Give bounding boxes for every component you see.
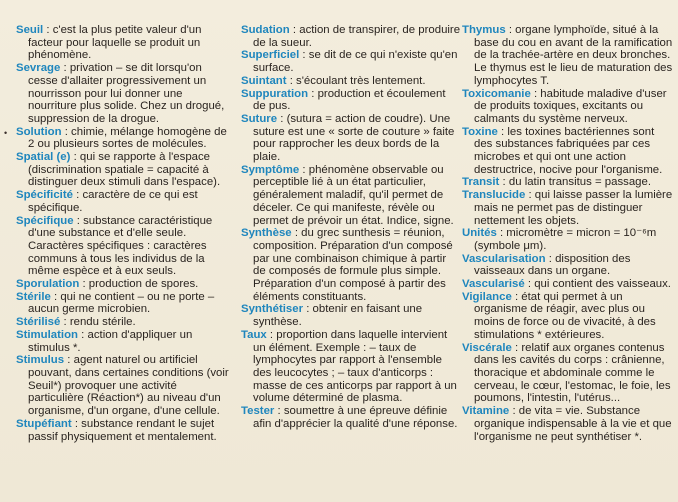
glossary-entry [16,278,232,291]
glossary-definition: : soumettre à une épreuve définie afin d'apprécier la qualité d'une réponse. [253,405,458,430]
glossary-term: Vitamine [462,405,510,418]
glossary-entry [462,227,674,252]
glossary-entry [462,189,674,227]
glossary-term: Sporulation [16,278,80,291]
glossary-term: Vascularisation [462,252,546,265]
glossary-term: Stérilisé [16,316,61,329]
glossary-definition: : c'est la plus petite valeur d'un facteur pour laquelle se produit un phénomène. [28,24,202,62]
glossary-term: Superficiel [241,49,300,62]
glossary-term: Translucide [462,189,526,202]
glossary-definition: : (sutura = action de coudre). Une suture est une « sorte de couture » faite pour rapprocher les deux bords de la plaie. [253,112,455,164]
glossary-entry [462,126,674,177]
glossary-entry [16,215,232,279]
glossary-definition: : proportion dans laquelle intervient un élément. Exemple : – taux de lymphocytes par rapport à l'ensemble des leucocytes ; – taux d'anticorps : masse de ces anticorps par rapport à un volume déterminé de plasma. [253,328,457,405]
glossary-entry [16,126,232,151]
glossary-definition: : disposition des vaisseaux dans un organe. [474,252,631,278]
glossary-term: Stimulus [16,354,65,367]
glossary-term: Viscérale [462,341,512,354]
glossary-entry [462,278,674,291]
glossary-entry [16,24,232,62]
glossary-term: Suppuration [241,87,309,100]
glossary-definition: : substance rendant le sujet passif physiquement et mentalement. [28,417,217,443]
glossary-entry [16,291,232,316]
glossary-column-2 [241,24,461,431]
glossary-term: Toxicomanie [462,87,531,100]
glossary-entry [16,316,232,329]
glossary-definition: : rendu stérile. [60,316,136,329]
glossary-definition: : production de spores. [79,278,199,291]
glossary-term: Synthétiser [241,303,304,316]
glossary-entry [462,291,674,342]
glossary-definition: : privation – se dit lorsqu'on cesse d'allaiter progressivement un nourrisson pour lui donner une nourriture plus solide. Chez un drogué, suppression de la drogue. [28,62,225,125]
glossary-entry [462,176,674,189]
glossary-term: Stimulation [16,328,79,341]
glossary-entry [241,113,461,164]
glossary-term: Transit [462,176,500,189]
glossary-definition: : qui se rapporte à l'espace (discrimination spatiale = capacité à distinguer deux stimuli dans l'espace). [28,151,221,189]
glossary-entry [16,418,232,443]
glossary-definition: : se dit de ce qui n'existe qu'en surface. [253,49,458,75]
glossary-term: Spécificité [16,189,73,202]
glossary-term: Unités [462,227,497,240]
glossary-entry [16,151,232,189]
glossary-entry [462,342,674,406]
glossary-term: Spatial (e) [16,151,71,164]
glossary-entry [16,62,232,126]
glossary-entry [241,405,461,430]
glossary-definition: : du latin transitus = passage. [499,176,652,189]
glossary-term: Sudation [241,24,290,36]
glossary-definition: : action de transpirer, de produire de la sueur. [253,24,461,49]
glossary-entry [462,405,674,443]
glossary-term: Solution [16,125,62,138]
glossary-definition: : caractère de ce qui est spécifique. [28,189,198,214]
glossary-term: Toxine [462,125,498,138]
glossary-definition: : état qui permet à un organisme de réagir, avec plus ou moins de force ou de vivacité, à des stimulations * extérieures. [474,290,656,341]
glossary-definition: : production et écoulement de pus. [253,87,446,113]
glossary-definition: : agent naturel ou artificiel pouvant, dans certaines conditions (voir Seuil*) provoquer une activité particulière (Réaction*) au niveau d'un organisme, d'un organe, d'une cellule. [28,354,229,418]
glossary-entry [462,88,674,126]
glossary-term: Seuil [16,24,44,36]
glossary-definition: : qui laisse passer la lumière mais ne permet pas de distinguer nettement les objets. [474,189,673,227]
glossary-entry [241,227,461,303]
glossary-entry [241,49,461,74]
glossary-term: Taux [241,328,267,341]
glossary-entry [462,253,674,278]
glossary-definition: : phénomène observable ou perceptible lié à un état particulier, généralement maladif, qu'il permet de déceler. Ce qui manifeste, révèle ou permet de prévoir un état. Indice, signe. [253,163,454,227]
glossary-definition: : organe lymphoïde, situé à la base du cou en avant de la ramification de la trachée-artère en deux bronches. Le thymus est le lieu de maturation des lymphocytes T. [474,24,673,87]
glossary-column-3 [462,24,674,443]
glossary-definition: : du grec sunthesis = réunion, composition. Préparation d'un composé par une combinaison chimique à partir de composés de formule plus simple. Préparation d'un composé à partir des éléments constituants. [253,227,453,303]
glossary-entry [241,24,461,49]
glossary-entry [241,75,461,88]
glossary-term: Synthèse [241,227,292,240]
glossary-term: Tester [241,405,275,418]
glossary-definition: : qui contient des vaisseaux. [524,278,671,291]
glossary-definition: : obtenir en faisant une synthèse. [253,303,423,329]
glossary-entry [462,24,674,88]
glossary-entry [16,354,232,418]
glossary-term: Stérile [16,290,51,303]
glossary-definition: : s'écoulant très lentement. [286,74,426,87]
glossary-definition: : action d'appliquer un stimulus *. [28,328,193,354]
glossary-term: Spécifique [16,214,74,227]
glossary-term: Suintant [241,74,287,87]
glossary-term: Symptôme [241,163,300,176]
glossary-entry [241,164,461,228]
glossary-definition: : micromètre = micron = 10⁻⁶m (symbole μm). [474,227,657,252]
margin-marker: • [4,128,8,138]
glossary-definition: : de vita = vie. Substance organique indispensable à la vie et que l'organisme ne peut synthétiser *. [474,405,672,443]
glossary-term: Suture [241,112,278,125]
glossary-term: Thymus [462,24,506,36]
glossary-entry [241,303,461,328]
glossary-entry [16,189,232,214]
glossary-term: Vascularisé [462,278,525,291]
glossary-entry [241,88,461,113]
glossary-definition: : relatif aux organes contenus dans les cavités du corps : crânienne, thoracique et abdominale comme le cerveau, le cœur, l'estomac, le foie, les poumons, l'intestin, l'utérus... [474,341,671,405]
glossary-term: Sevrage [16,62,61,75]
glossary-term: Stupéfiant [16,417,72,430]
glossary-definition: : habitude maladive d'user de produits toxiques, excitants ou calmants du système nerveux. [474,87,667,125]
glossary-entry [241,329,461,405]
glossary-definition: : les toxines bactériennes sont des substances fabriquées par ces microbes et qui ont une action destructrice, nocive pour l'organisme. [474,125,663,176]
glossary-term: Vigilance [462,290,512,303]
glossary-column-1 [16,24,232,443]
glossary-definition: : qui ne contient – ou ne porte – aucun germe microbien. [28,290,215,316]
glossary-entry [16,329,232,354]
glossary-definition: : chimie, mélange homogène de 2 ou plusieurs sortes de molécules. [28,125,227,151]
glossary-definition: : substance caractéristique d'une substance et d'elle seule. Caractères spécifiques : caractères communs à tous les individus de la même espèce et à eux seuls. [28,214,213,278]
